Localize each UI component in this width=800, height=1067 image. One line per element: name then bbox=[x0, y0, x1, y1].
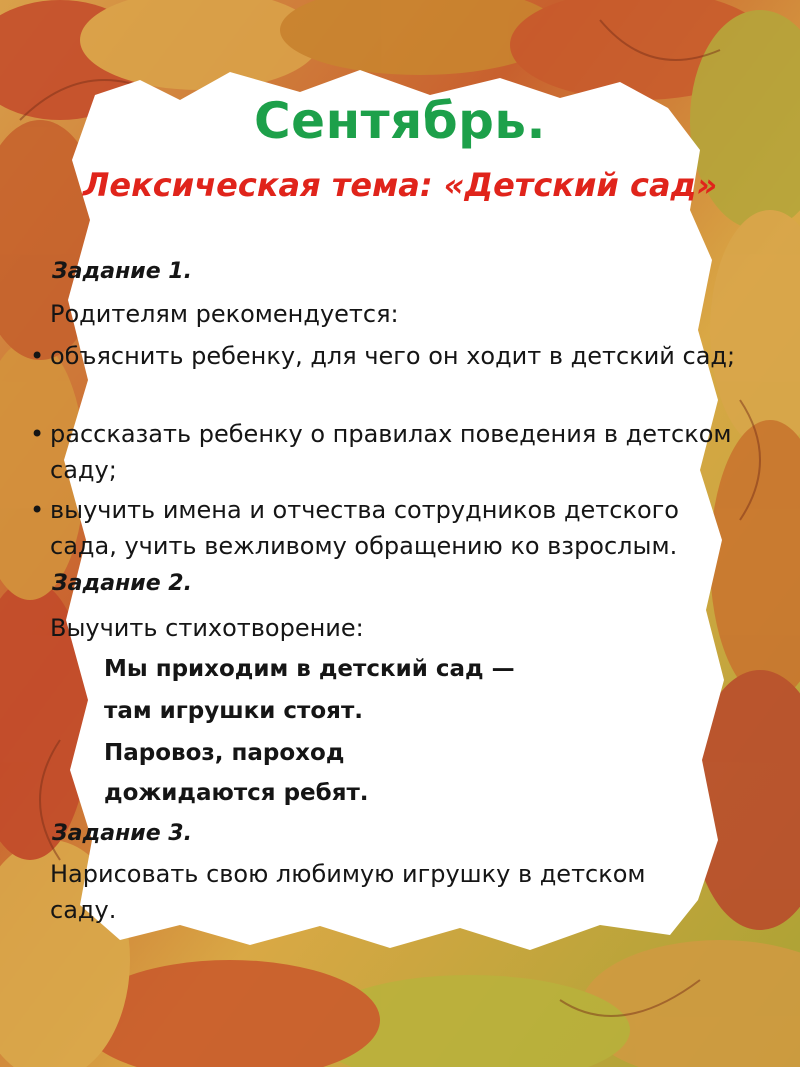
list-item bbox=[28, 492, 738, 564]
bullet-icon: • bbox=[30, 342, 45, 370]
bullet-icon: • bbox=[30, 496, 45, 524]
page-title: Сентябрь. bbox=[253, 92, 547, 150]
list-item bbox=[28, 416, 738, 488]
poem-line: дожидаются ребят. bbox=[104, 780, 369, 806]
task-1-intro: Родителям рекомендуется: bbox=[50, 300, 399, 328]
list-item-text: рассказать ребенку о правилах поведения в детском саду; bbox=[50, 420, 732, 484]
task-1-label: Задание 1. bbox=[52, 259, 192, 284]
list-item-text: выучить имена и отчества сотрудников детского сада, учить вежливому обращению ко взрослым. bbox=[50, 496, 679, 560]
poem-line: Мы приходим в детский сад — bbox=[104, 656, 515, 682]
task-2-intro: Выучить стихотворение: bbox=[50, 614, 364, 642]
task-2-label: Задание 2. bbox=[52, 571, 192, 596]
list-item bbox=[28, 338, 738, 374]
list-item-text: объяснить ребенку, для чего он ходит в детский сад; bbox=[50, 342, 736, 370]
task-3-label: Задание 3. bbox=[52, 821, 192, 846]
bullet-icon: • bbox=[30, 420, 45, 448]
poem-line: Паровоз, пароход bbox=[104, 740, 345, 766]
task-3-text: Нарисовать свою любимую игрушку в детском саду. bbox=[50, 860, 646, 924]
poem-line: там игрушки стоят. bbox=[104, 698, 364, 724]
lexical-theme-subtitle: Лексическая тема: «Детский сад» bbox=[82, 166, 718, 204]
